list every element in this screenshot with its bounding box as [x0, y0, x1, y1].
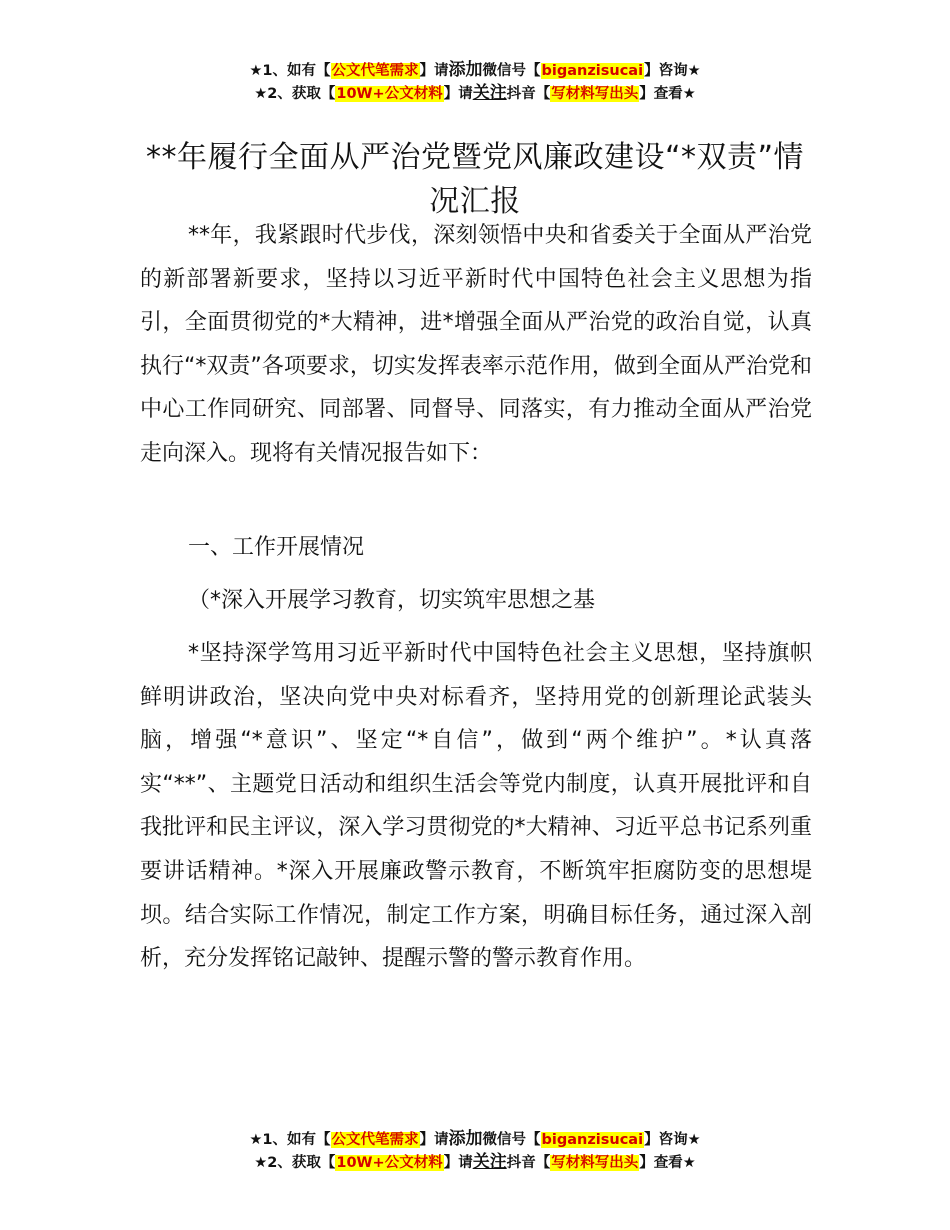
- banner-line-1: [0, 59, 950, 82]
- banner-text: ★2、获取【: [254, 1155, 336, 1171]
- banner-emphasis: 关注: [472, 1152, 507, 1172]
- banner-text: 】查看★: [639, 86, 696, 102]
- banner-text: 】咨询★: [644, 63, 701, 79]
- banner-highlight: 10W+公文材料: [336, 1155, 443, 1171]
- banner-emphasis: 添加: [448, 60, 483, 80]
- paragraph-study: *坚持深学笃用习近平新时代中国特色社会主义思想，坚持旗帜鲜明讲政治，坚决向党中央对标看齐，坚持用党的创新理论武装头脑，增强“*意识”、坚定“*自信”，做到“两个维护”。*认真落实“**”、主题党日活动和组织生活会等党内制度，认真开展批评和自我批评和民主评议，深入学习贯彻党的*大精神、习近平总书记系列重要讲话精神。*深入开展廉政警示教育，不断筑牢拒腐防变的思想堤坝。结合实际工作情况，制定工作方案，明确目标任务，通过深入剖析，充分发挥铭记敲钟、提醒示警的警示教育作用。: [140, 641, 812, 972]
- document-title: **年履行全面从严治党暨党风廉政建设“*双责”情况汇报: [145, 140, 805, 220]
- banner-highlight: 写材料写出头: [551, 1155, 639, 1171]
- banner-text: 微信号【: [482, 1132, 541, 1148]
- banner-text: 微信号【: [482, 63, 541, 79]
- banner-emphasis: 关注: [472, 83, 507, 103]
- section-heading: 一、工作开展情况: [188, 535, 365, 560]
- banner-highlight: biganzisucai: [541, 63, 644, 79]
- banner-text: ★2、获取【: [254, 86, 336, 102]
- banner-line-2: [0, 82, 950, 105]
- subsection-heading: （*深入开展学习教育，切实筑牢思想之基: [188, 588, 596, 613]
- banner-text: 】咨询★: [644, 1132, 701, 1148]
- top-banner: [0, 59, 950, 105]
- banner-highlight: 公文代笔需求: [331, 63, 419, 79]
- banner-text: 】请: [443, 86, 473, 102]
- bottom-banner: [0, 1128, 950, 1174]
- banner-line-2: [0, 1151, 950, 1174]
- banner-text: ★1、如有【: [249, 63, 331, 79]
- banner-text: ★1、如有【: [249, 1132, 331, 1148]
- banner-text: 】请: [419, 63, 449, 79]
- banner-text: 抖音【: [506, 86, 551, 102]
- banner-emphasis: 添加: [448, 1129, 483, 1149]
- banner-text: 】请: [419, 1132, 449, 1148]
- banner-highlight: 公文代笔需求: [331, 1132, 419, 1148]
- banner-highlight: 10W+公文材料: [336, 86, 443, 102]
- banner-text: 】查看★: [639, 1155, 696, 1171]
- banner-highlight: biganzisucai: [541, 1132, 644, 1148]
- banner-line-1: [0, 1128, 950, 1151]
- paragraph-intro: **年，我紧跟时代步伐，深刻领悟中央和省委关于全面从严治党的新部署新要求，坚持以习近平新时代中国特色社会主义思想为指引，全面贯彻党的*大精神，进*增强全面从严治党的政治自觉，认真执行“*双责”各项要求，切实发挥表率示范作用，做到全面从严治党和中心工作同研究、同部署、同督导、同落实，有力推动全面从严治党走向深入。现将有关情况报告如下：: [140, 223, 812, 466]
- banner-highlight: 写材料写出头: [551, 86, 639, 102]
- banner-text: 抖音【: [506, 1155, 551, 1171]
- banner-text: 】请: [443, 1155, 473, 1171]
